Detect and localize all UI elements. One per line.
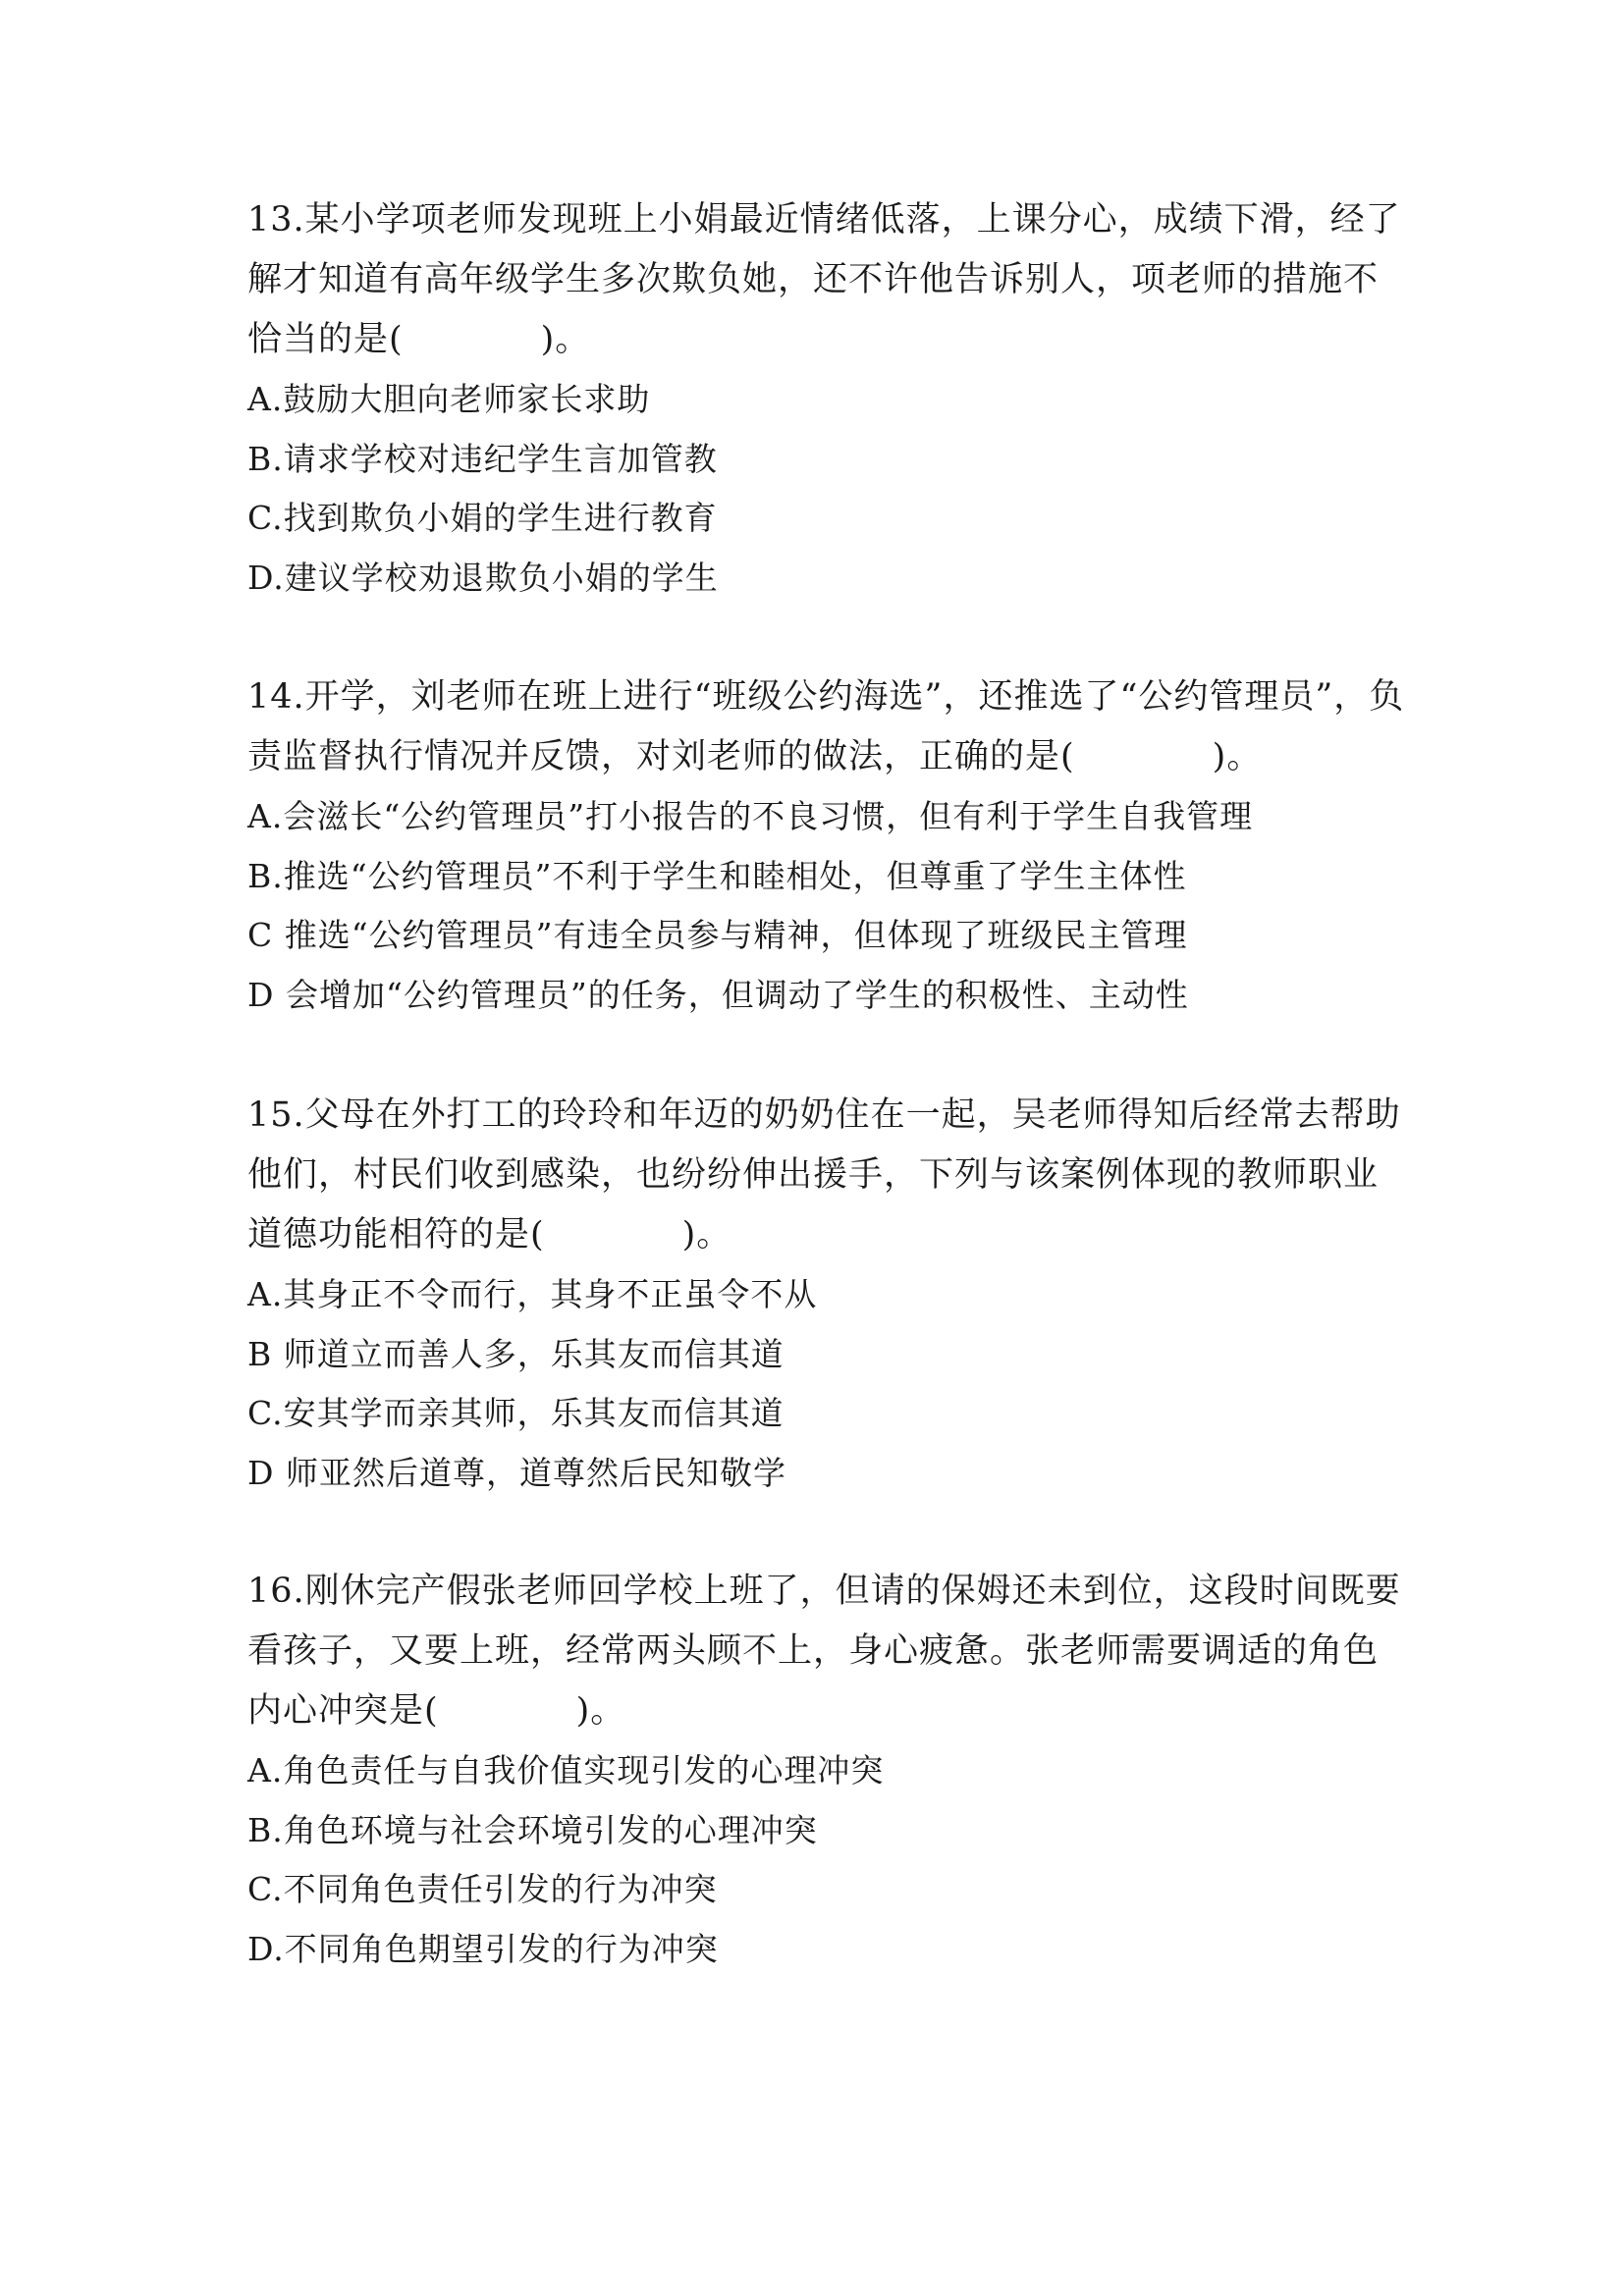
question-15 [247, 1086, 1406, 1503]
option-a: A.鼓励大胆向老师家长求助 [247, 380, 651, 418]
option-d: D 师亚然后道尊，道尊然后民知敬学 [247, 1453, 786, 1492]
option-c: C.不同角色责任引发的行为冲突 [247, 1870, 718, 1908]
option-c: C.安其学而亲其师，乐其友而信其道 [247, 1394, 785, 1432]
option-b: B.推选“公约管理员”不利于学生和睦相处，但尊重了学生主体性 [247, 856, 1187, 895]
stem-text: 14.开学，刘老师在班上进行“班级公约海选”，还推选了“公约管理员”，负责监督执行情况并反馈，对刘老师的做法，正确的是( [247, 677, 1405, 776]
option-a: A.角色责任与自我价值实现引发的心理冲突 [247, 1751, 885, 1789]
option-b: B.请求学校对违纪学生言加管教 [247, 439, 718, 478]
option-d: D 会增加“公约管理员”的任务，但调动了学生的积极性、主动性 [247, 975, 1189, 1014]
question-16 [247, 1562, 1406, 1979]
option-a: A.其身正不令而行，其身不正虽令不从 [247, 1275, 818, 1313]
question-14 [247, 667, 1406, 1025]
stem-ending: )。 [1212, 737, 1263, 776]
question-stem [247, 1562, 1406, 1741]
option-d: D.不同角色期望引发的行为冲突 [247, 1929, 719, 1968]
question-stem [247, 667, 1406, 787]
stem-ending: )。 [575, 1691, 626, 1731]
question-stem [247, 190, 1406, 370]
stem-text: 13.某小学项老师发现班上小娟最近情绪低落，上课分心，成绩下滑，经了解才知道有高年级学生多次欺负她，还不许他告诉别人，项老师的措施不恰当的是( [247, 200, 1401, 359]
stem-text: 15.父母在外打工的玲玲和年迈的奶奶住在一起，吴老师得知后经常去帮助他们，村民们收到感染，也纷纷伸出援手，下列与该案例体现的教师职业道德功能相符的是( [247, 1095, 1401, 1255]
question-13 [247, 190, 1406, 608]
option-a: A.会滋长“公约管理员”打小报告的不良习惯，但有利于学生自我管理 [247, 797, 1254, 835]
option-b: B 师道立而善人多，乐其友而信其道 [247, 1334, 785, 1373]
option-c: C.找到欺负小娟的学生进行教育 [247, 499, 718, 537]
option-d: D.建议学校劝退欺负小娟的学生 [247, 558, 719, 597]
stem-ending: )。 [540, 320, 591, 359]
stem-text: 16.刚休完产假张老师回学校上班了，但请的保姆还未到位，这段时间既要看孩子，又要上班，经常两头顾不上，身心疲惫。张老师需要调适的角色内心冲突是( [247, 1572, 1401, 1731]
option-c: C 推选“公约管理员”有违全员参与精神，但体现了班级民主管理 [247, 916, 1188, 954]
stem-ending: )。 [681, 1215, 732, 1255]
option-b: B.角色环境与社会环境引发的心理冲突 [247, 1810, 818, 1849]
question-stem [247, 1086, 1406, 1265]
